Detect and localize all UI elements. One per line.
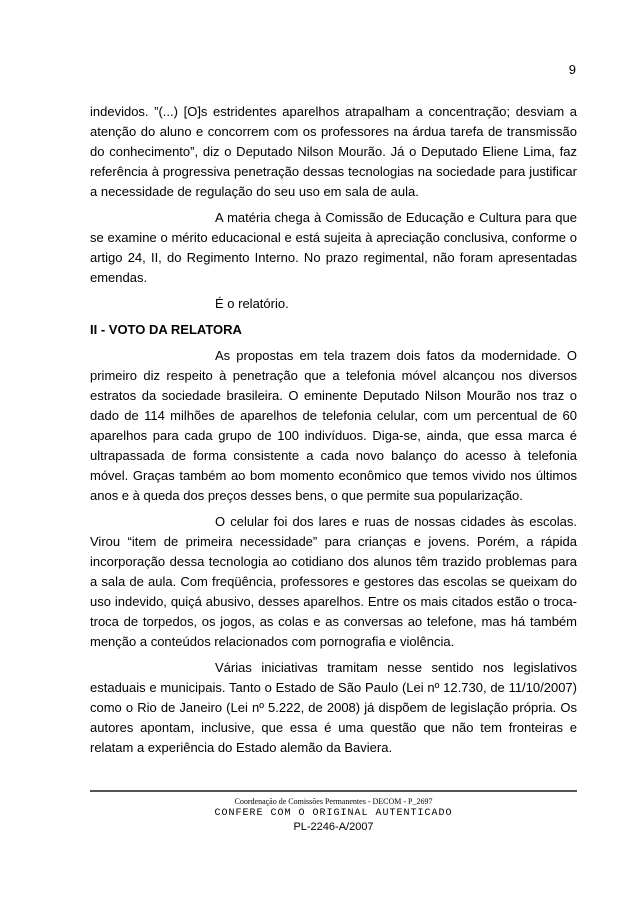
paragraph-committee-review: A matéria chega à Comissão de Educação e Cultura para que se examine o mérito educacional e está sujeita à apreciação conclusiva, conforme o artigo 24, II, do Regimento Interno. No prazo regimental, não foram apresentadas emendas. bbox=[90, 210, 577, 285]
page-footer bbox=[90, 796, 577, 834]
footer-authentication-stamp: CONFERE COM O ORIGINAL AUTENTICADO bbox=[214, 808, 453, 819]
paragraph-cellphone-schools: O celular foi dos lares e ruas de nossas cidades às escolas. Virou “item de primeira necessidade” para crianças e jovens. Porém, a rápida incorporação dessa tecnologia ao cotidiano dos alunos têm trazido problemas para a sala de aula. Com freqüência, professores e gestores das escolas se queixam do uso indevido, quiçá abusivo, desses aparelhos. Entre os mais citados estão o troca-troca de torpedos, os jogos, as colas e as conversas ao telefone, mas há também menção a conteúdos relacionados com pornografia e violência. bbox=[90, 514, 577, 649]
footer-organization: Coordenação de Comissões Permanentes - DECOM - P_2697 bbox=[234, 797, 433, 806]
document-body bbox=[90, 102, 577, 758]
page-number: 9 bbox=[568, 62, 576, 77]
paragraph-continuation: indevidos. ”(...) [O]s estridentes aparelhos atrapalham a concentração; desviam a atenção do aluno e concorrem com os professores na árdua tarefa de transmissão do conhecimento”, diz o Deputado Nilson Mourão. Já o Deputado Eliene Lima, faz referência à progressiva penetração dessas tecnologias na sociedade para justificar a necessidade de regulação do seu uso em sala de aula. bbox=[90, 104, 577, 199]
paragraph-report-end: É o relatório. bbox=[215, 296, 289, 311]
paragraph-mobile-penetration: As propostas em tela trazem dois fatos da modernidade. O primeiro diz respeito à penetração que a telefonia móvel alcançou nos diversos estratos da sociedade brasileira. O eminente Deputado Nilson Mourão nos traz o dado de 114 milhões de aparelhos de telefonia celular, com um percentual de 60 aparelhos para cada grupo de 100 indivíduos. Diga-se, ainda, que essa marca é ultrapassada de forma consistente a cada novo balanço do acesso à telefonia móvel. Graças também ao bom momento econômico que temos vivido nos últimos anos e à queda dos preços desses bens, o que permite sua popularização. bbox=[90, 348, 577, 503]
footer-document-code: PL-2246-A/2007 bbox=[293, 821, 374, 833]
section-heading: II - VOTO DA RELATORA bbox=[90, 322, 242, 337]
paragraph-state-initiatives: Várias iniciativas tramitam nesse sentido nos legislativos estaduais e municipais. Tanto o Estado de São Paulo (Lei nº 12.730, de 11/10/2007) como o Rio de Janeiro (Lei nº 5.222, de 2008) já dispõem de legislação própria. Os autores apontam, inclusive, que essa é uma questão que não tem fronteiras e relatam a experiência do Estado alemão da Baviera. bbox=[90, 660, 577, 755]
footer-divider bbox=[90, 790, 577, 792]
